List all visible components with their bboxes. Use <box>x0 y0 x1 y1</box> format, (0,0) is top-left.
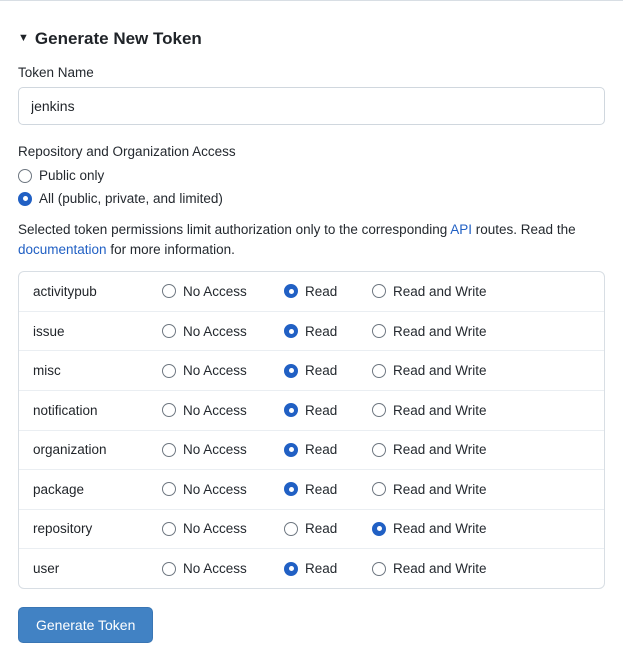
permissions-note <box>18 220 605 259</box>
permission-option-label: No Access <box>183 561 247 577</box>
radio-issue-read[interactable] <box>284 324 298 338</box>
permission-option-repository-read[interactable] <box>284 521 372 536</box>
table-row <box>19 391 604 431</box>
table-row <box>19 351 604 391</box>
radio-issue-readwrite[interactable] <box>372 324 386 338</box>
table-row <box>19 470 604 510</box>
permission-option-package-readwrite[interactable] <box>372 482 532 497</box>
permission-option-label: No Access <box>183 402 247 418</box>
api-link[interactable]: API <box>450 222 473 237</box>
table-row <box>19 312 604 352</box>
radio-notification-readwrite[interactable] <box>372 403 386 417</box>
permission-name: notification <box>33 402 98 418</box>
permission-option-label: Read and Write <box>393 323 487 339</box>
permission-option-label: Read and Write <box>393 521 487 537</box>
radio-repository-readwrite[interactable] <box>372 522 386 536</box>
radio-package-read[interactable] <box>284 482 298 496</box>
radio-issue-noaccess[interactable] <box>162 324 176 338</box>
permission-option-label: Read <box>305 283 338 299</box>
permission-option-label: Read and Write <box>393 561 487 577</box>
radio-all[interactable] <box>18 192 32 206</box>
table-row <box>19 510 604 550</box>
permission-option-label: Read <box>305 323 338 339</box>
permission-option-activitypub-readwrite[interactable] <box>372 284 532 299</box>
permission-option-label: No Access <box>183 481 247 497</box>
access-option-public-only-label: Public only <box>39 168 105 183</box>
permission-option-package-noaccess[interactable] <box>162 482 284 497</box>
permission-option-issue-readwrite[interactable] <box>372 324 532 339</box>
permission-option-label: No Access <box>183 283 247 299</box>
permission-name: user <box>33 561 60 577</box>
permission-option-user-read[interactable] <box>284 561 372 576</box>
radio-repository-read[interactable] <box>284 522 298 536</box>
radio-organization-readwrite[interactable] <box>372 443 386 457</box>
token-name-label: Token Name <box>18 65 94 80</box>
token-name-input[interactable] <box>18 87 605 125</box>
permission-option-organization-readwrite[interactable] <box>372 442 532 457</box>
permission-option-label: No Access <box>183 363 247 379</box>
radio-repository-noaccess[interactable] <box>162 522 176 536</box>
permission-option-user-noaccess[interactable] <box>162 561 284 576</box>
permission-option-issue-read[interactable] <box>284 324 372 339</box>
radio-misc-readwrite[interactable] <box>372 364 386 378</box>
radio-misc-read[interactable] <box>284 364 298 378</box>
radio-activitypub-noaccess[interactable] <box>162 284 176 298</box>
permission-option-activitypub-read[interactable] <box>284 284 372 299</box>
permission-option-misc-readwrite[interactable] <box>372 363 532 378</box>
radio-notification-noaccess[interactable] <box>162 403 176 417</box>
radio-organization-read[interactable] <box>284 443 298 457</box>
radio-user-noaccess[interactable] <box>162 562 176 576</box>
page-title: Generate New Token <box>34 29 202 48</box>
permission-option-misc-read[interactable] <box>284 363 372 378</box>
chevron-down-icon[interactable]: ▼ <box>18 31 29 44</box>
permissions-table <box>18 271 605 589</box>
permission-name: misc <box>33 363 61 379</box>
permission-option-notification-noaccess[interactable] <box>162 403 284 418</box>
radio-organization-noaccess[interactable] <box>162 443 176 457</box>
note-text-1: Selected token permissions limit authorization only to the corresponding <box>18 222 451 237</box>
radio-activitypub-read[interactable] <box>284 284 298 298</box>
permission-name: organization <box>33 442 107 458</box>
generate-token-button[interactable]: Generate Token <box>18 607 153 643</box>
permission-option-label: Read <box>305 481 338 497</box>
permission-option-label: Read and Write <box>393 442 487 458</box>
permission-option-label: Read and Write <box>393 481 487 497</box>
note-text-2: routes. Read the <box>472 222 576 237</box>
radio-notification-read[interactable] <box>284 403 298 417</box>
permission-option-label: Read <box>305 402 338 418</box>
access-label: Repository and Organization Access <box>18 144 236 159</box>
access-option-all[interactable] <box>18 191 605 206</box>
permission-name: issue <box>33 323 65 339</box>
permission-option-organization-noaccess[interactable] <box>162 442 284 457</box>
radio-activitypub-readwrite[interactable] <box>372 284 386 298</box>
table-row <box>19 549 604 588</box>
permission-option-repository-readwrite[interactable] <box>372 521 532 536</box>
permission-option-issue-noaccess[interactable] <box>162 324 284 339</box>
permission-option-label: Read and Write <box>393 283 487 299</box>
radio-public-only[interactable] <box>18 169 32 183</box>
permission-option-label: Read <box>305 521 338 537</box>
table-row <box>19 272 604 312</box>
radio-user-read[interactable] <box>284 562 298 576</box>
permission-option-label: Read <box>305 442 338 458</box>
permission-option-label: No Access <box>183 323 247 339</box>
documentation-link[interactable]: documentation <box>18 241 107 257</box>
note-text-3: for more information. <box>106 241 235 257</box>
permission-option-label: Read <box>305 561 338 577</box>
permission-name: package <box>33 481 85 497</box>
radio-package-readwrite[interactable] <box>372 482 386 496</box>
radio-user-readwrite[interactable] <box>372 562 386 576</box>
permission-option-user-readwrite[interactable] <box>372 561 532 576</box>
access-option-public-only[interactable] <box>18 168 605 183</box>
permission-option-label: No Access <box>183 442 247 458</box>
permission-name: activitypub <box>33 283 97 299</box>
permission-option-label: Read <box>305 363 338 379</box>
permission-option-repository-noaccess[interactable] <box>162 521 284 536</box>
section-header[interactable] <box>18 29 605 49</box>
radio-package-noaccess[interactable] <box>162 482 176 496</box>
permission-option-notification-readwrite[interactable] <box>372 403 532 418</box>
permission-name: repository <box>33 521 93 537</box>
permission-option-label: Read and Write <box>393 402 487 418</box>
access-option-all-label: All (public, private, and limited) <box>39 191 223 206</box>
permission-option-package-read[interactable] <box>284 482 372 497</box>
permission-option-organization-read[interactable] <box>284 442 372 457</box>
permission-option-label: Read and Write <box>393 363 487 379</box>
radio-misc-noaccess[interactable] <box>162 364 176 378</box>
permission-option-label: No Access <box>183 521 247 537</box>
permission-option-misc-noaccess[interactable] <box>162 363 284 378</box>
permission-option-activitypub-noaccess[interactable] <box>162 284 284 299</box>
table-row <box>19 431 604 471</box>
permission-option-notification-read[interactable] <box>284 403 372 418</box>
